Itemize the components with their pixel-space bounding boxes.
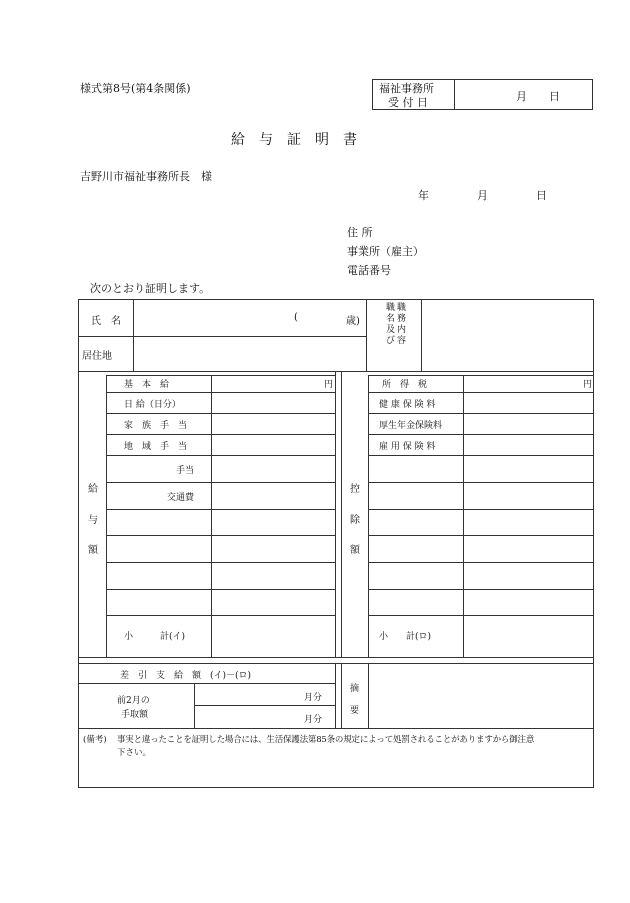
deduction-label-3: 額	[350, 545, 360, 556]
age-unit: 歳)	[346, 316, 360, 327]
name-label: 氏 名	[91, 316, 121, 327]
deduction-label-1: 控	[350, 484, 360, 495]
age-open: (	[294, 312, 298, 323]
deduction-label-2: 除	[350, 515, 360, 526]
salary-unit: 円	[323, 380, 333, 390]
issue-day: 日	[536, 189, 547, 202]
salary-label-2: 与	[88, 515, 98, 526]
deduction-item-pension: 厚生年金保険料	[379, 421, 443, 431]
salary-label-1: 給	[88, 484, 98, 495]
deduction-subtotal: 小 計(ロ)	[379, 632, 432, 642]
salary-item-basic: 基 本 給	[124, 380, 170, 390]
prev-pay-month-1: 月分	[304, 693, 323, 703]
salary-item-allowance: 手当	[176, 466, 195, 476]
employer-phone-label: 電話番号	[347, 264, 391, 277]
deduction-item-health: 健 康 保 険 料	[379, 400, 436, 410]
net-pay-label: 差 引 支 給 額 (イ)－(ロ)	[120, 671, 252, 681]
salary-item-transport: 交通費	[167, 493, 195, 503]
notes-text-1: 事実と違ったことを証明した場合には、生活保護法第85条の規定によって処罰されることがありますから御注意	[117, 735, 535, 745]
job-label-col1: 職 名 及 び	[386, 303, 396, 346]
reception-label-2: 受 付 日	[388, 96, 428, 109]
prev-pay-month-2: 月分	[304, 715, 323, 725]
salary-item-regional: 地 域 手 当	[124, 442, 188, 452]
addressee: 吉野川市福祉事務所長 様	[80, 170, 212, 183]
prev-pay-label-2: 手取額	[121, 710, 149, 720]
certify-text: 次のとおり証明します。	[90, 282, 211, 295]
employer-address-label: 住 所	[347, 226, 373, 239]
salary-item-family: 家 族 手 当	[124, 421, 188, 431]
remarks-label-1: 摘	[350, 684, 360, 694]
salary-subtotal: 小 計(イ)	[124, 632, 186, 642]
form-table	[78, 299, 594, 788]
deduction-unit: 円	[582, 380, 592, 390]
issue-year: 年	[418, 189, 429, 202]
employer-office-label: 事業所（雇主）	[347, 245, 424, 258]
prev-pay-label-1: 前2月の	[117, 696, 150, 706]
issue-month: 月	[477, 189, 488, 202]
remarks-label-2: 要	[350, 706, 360, 716]
notes-label: (備考)	[83, 735, 107, 745]
page-title: 給 与 証 明 書	[231, 132, 357, 148]
deduction-item-employment: 雇 用 保 険 料	[379, 442, 436, 452]
reception-label: 福祉事務所	[379, 82, 434, 95]
reception-date: 月 日	[516, 90, 560, 103]
residence-label: 居住地	[82, 351, 112, 362]
notes-text-2: 下さい。	[117, 748, 152, 758]
salary-item-daily: 日 給（日分）	[124, 400, 181, 410]
form-number: 様式第8号(第4条関係)	[80, 82, 191, 95]
deduction-item-income-tax: 所 得 税	[382, 380, 428, 390]
salary-label-3: 額	[88, 545, 98, 556]
job-label-col2: 職 務 内 容	[397, 303, 407, 346]
